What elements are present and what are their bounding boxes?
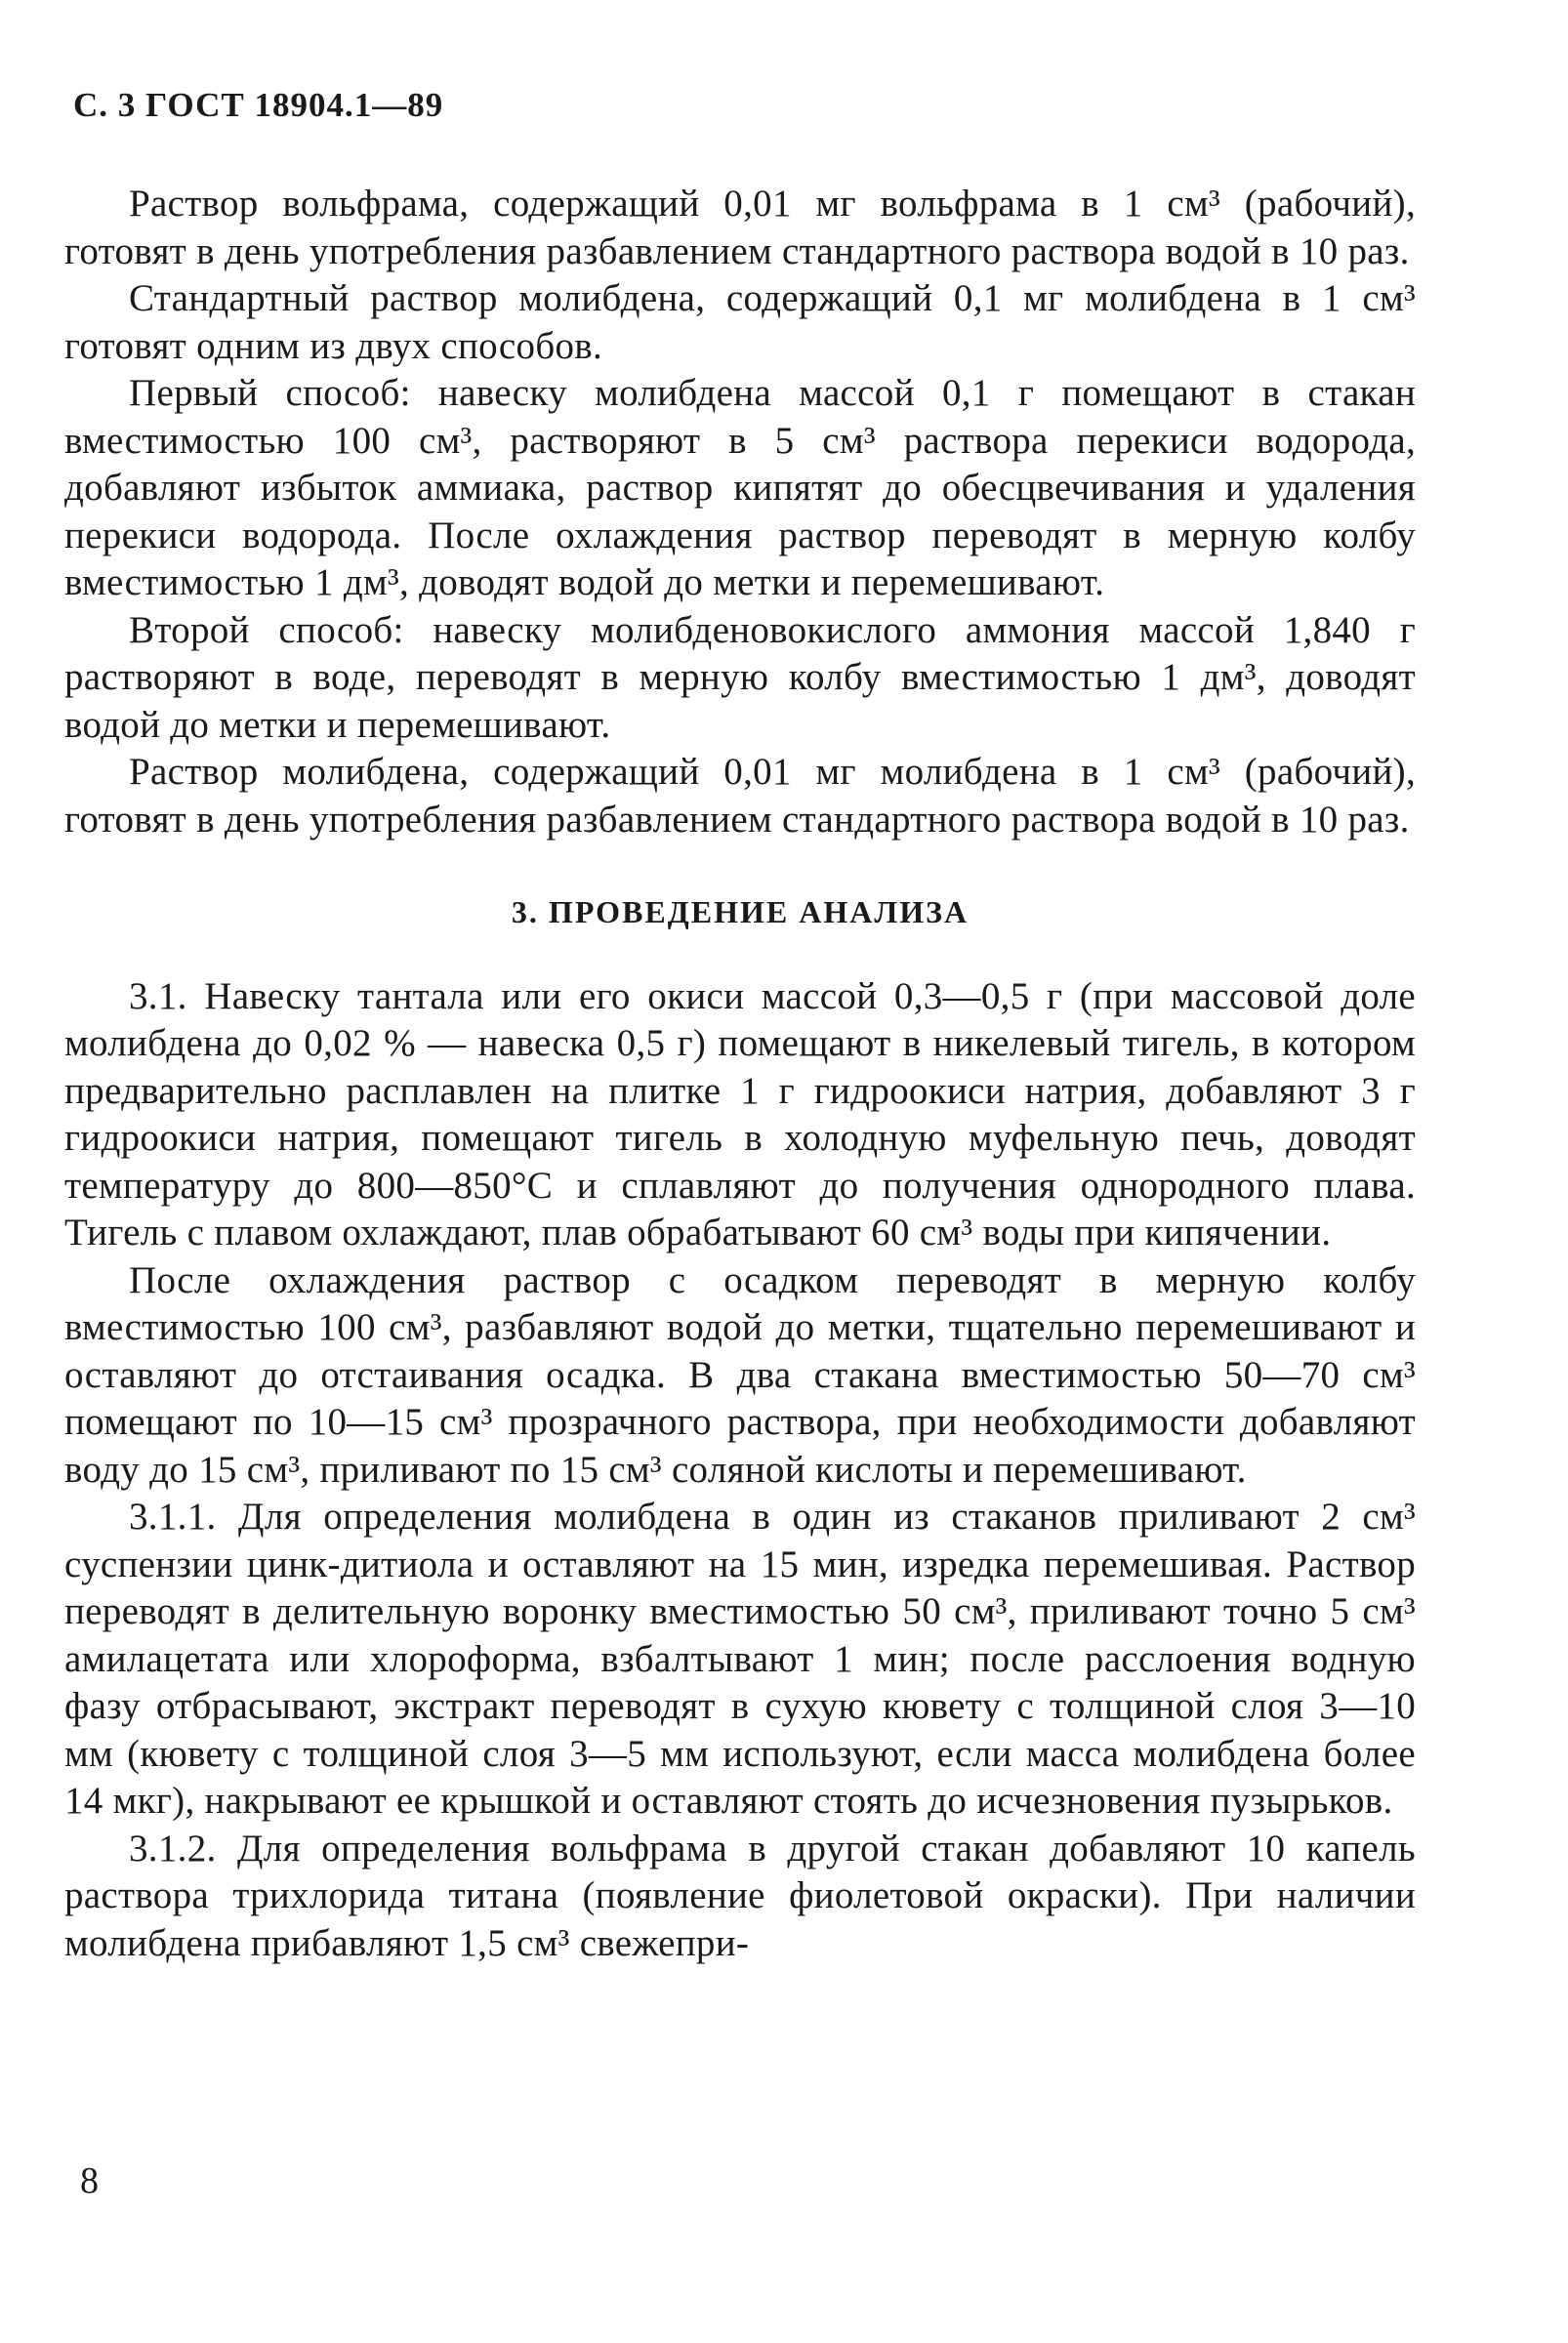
paragraph-3-1-1: 3.1.1. Для определения молибдена в один из стаканов приливают 2 см³ суспензии цинк-дитиола и оставляют на 15 мин, изредка перемешивая. Раствор переводят в делительную воронку вместимостью 50 см³, приливают точно 5 см³ амилацетата или хлороформа, взбалтывают 1 мин; после расслоения водную фазу отбрасывают, экстракт переводят в сухую кювету с толщиной слоя 3—10 мм (кювету с толщиной слоя 3—5 мм используют, если масса молибдена более 14 мкг), накрывают ее крышкой и оставляют стоять до исчезновения пузырьков. <box>64 1496 1416 1822</box>
page-header: С. 3 ГОСТ 18904.1—89 <box>73 86 444 124</box>
section-title: 3. ПРОВЕДЕНИЕ АНАЛИЗА <box>511 894 970 929</box>
paragraph-molybdenum-standard: Стандартный раствор молибдена, содержащий 0,1 мг молибдена в 1 см³ готовят одним из двух способов. <box>64 277 1416 367</box>
paragraph-3-1-2: 3.1.2. Для определения вольфрама в другой стакан добавляют 10 капель раствора трихлорида титана (появление фиолетовой окраски). При наличии молибдена прибавляют 1,5 см³ свежепри- <box>64 1827 1416 1964</box>
paragraph-first-method: Первый способ: навеску молибдена массой 0,1 г помещают в стакан вместимостью 100 см³, растворяют в 5 см³ раствора перекиси водорода, добавляют избыток аммиака, раствор кипятят до обесцвечивания и удаления перекиси водорода. После охлаждения раствор переводят в мерную колбу вместимостью 1 дм³, доводят водой до метки и перемешивают. <box>64 372 1416 603</box>
paragraph-3-1: 3.1. Навеску тантала или его окиси массой 0,3—0,5 г (при массовой доле молибдена до 0,02 % — навеска 0,5 г) помещают в никелевый тигель, в котором предварительно расплавлен на плитке 1 г гидроокиси натрия, добавляют 3 г гидроокиси натрия, помещают тигель в холодную муфельную печь, доводят температуру до 800—850°С и сплавляют до получения однородного плава. Тигель с плавом охлаждают, плав обрабатывают 60 см³ воды при кипячении. <box>64 974 1416 1254</box>
paragraph-molybdenum-working-solution: Раствор молибдена, содержащий 0,01 мг молибдена в 1 см³ (рабочий), готовят в день употребления разбавлением стандартного раствора водой в 10 раз. <box>64 751 1416 841</box>
page-number: 8 <box>80 2160 99 2201</box>
paragraph-tungsten-working-solution: Раствор вольфрама, содержащий 0,01 мг вольфрама в 1 см³ (рабочий), готовят в день употребления разбавлением стандартного раствора водой в 10 раз. <box>64 183 1416 272</box>
document-body <box>64 181 1416 1967</box>
paragraph-after-cooling: После охлаждения раствор с осадком переводят в мерную колбу вместимостью 100 см³, разбавляют водой до метки, тщательно перемешивают и оставляют до отстаивания осадка. В два стакана вместимостью 50—70 см³ помещают по 10—15 см³ прозрачного раствора, при необходимости добавляют воду до 15 см³, приливают по 15 см³ соляной кислоты и перемешивают. <box>64 1258 1416 1491</box>
paragraph-second-method: Второй способ: навеску молибденовокислого аммония массой 1,840 г растворяют в воде, переводят в мерную колбу вместимостью 1 дм³, доводят водой до метки и перемешивают. <box>64 608 1416 746</box>
